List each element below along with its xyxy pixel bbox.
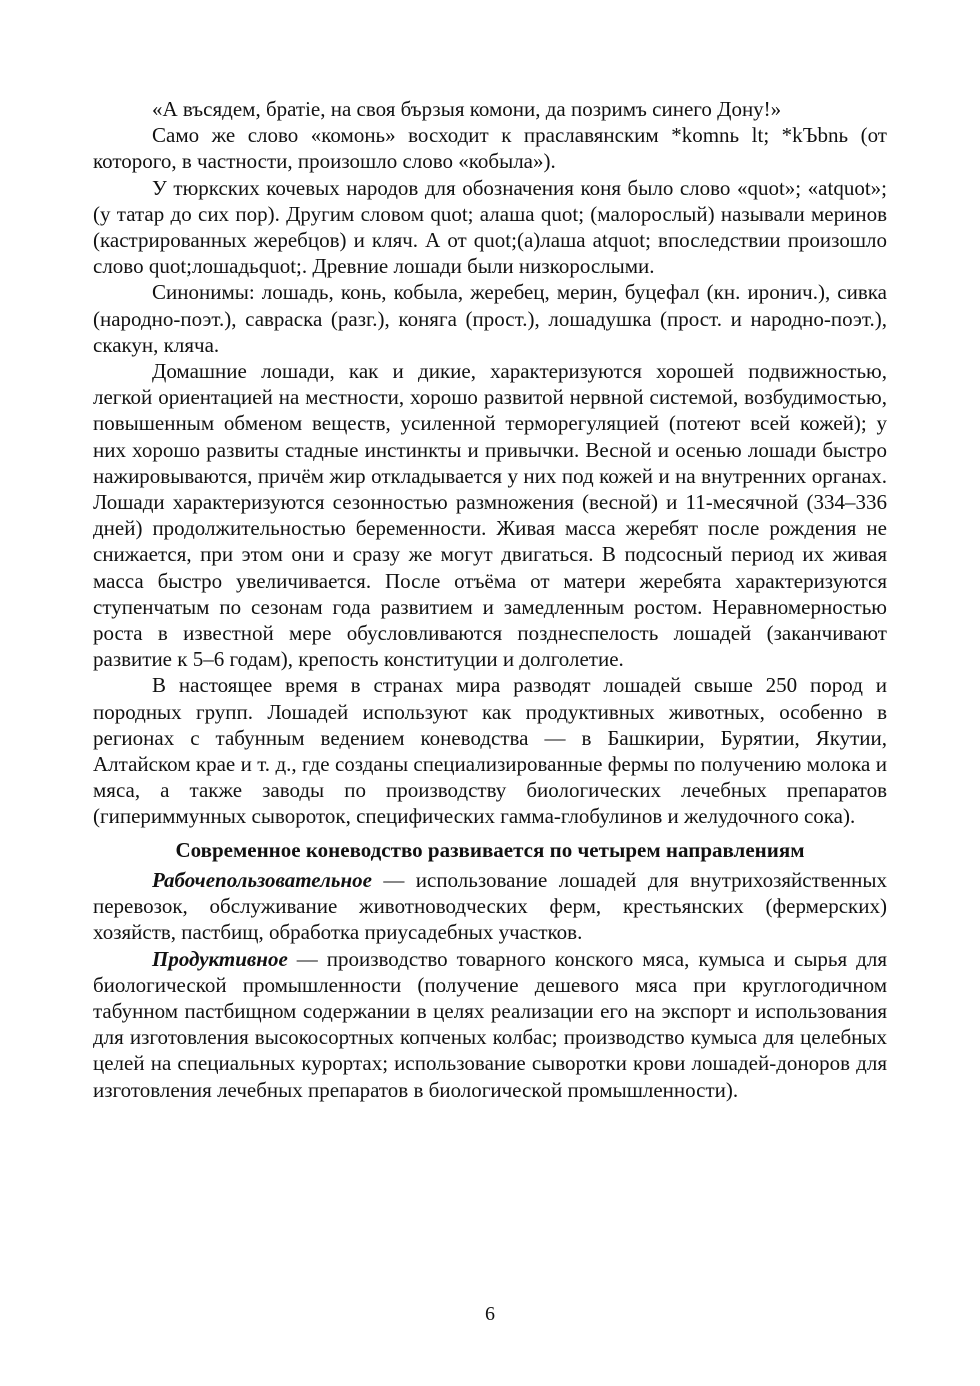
breeds-paragraph: В настоящее время в странах мира разводят лошадей свыше 250 пород и породных групп. Лошадей используют как продуктивных животных, особенно в регионах с табунным ведением коневодства — в Башкирии, Бурятии, Якутии, Алтайском крае и т. д., где созданы специализированные фермы по получению молока и мяса, а также заводы по производству биологических лечебных препаратов (гипериммунных сывороток, специфических гамма-глобулинов и желудочного сока). <box>93 673 887 829</box>
direction-description: — производство товарного конского мяса, кумыса и сырья для биологической промышленности (получение дешевого мяса при круглогодичном табунном пастбищном содержании в целях реализации его на экспорт и использования для изготовления высокосортных копченых колбас; производство кумыса для целебных целей на специальных курортах; использование сыворотки крови лошадей-доноров для изготовления лечебных препаратов в биологической промышленности). <box>93 946 887 1102</box>
etymology-paragraph: Само же слово «комонь» восходит к праславянским *komnь lt; *kЪbnь (от которого, в частности, произошло слово «кобыла»). <box>93 123 887 174</box>
section-heading: Современное коневодство развивается по четырем направлениям <box>175 837 805 862</box>
direction-working-paragraph <box>93 867 887 946</box>
page-number: 6 <box>485 1303 495 1325</box>
domestic-horses-paragraph: Домашние лошади, как и дикие, характеризуются хорошей подвижностью, легкой ориентацией на местности, хорошо развитой нервной системой, возбудимостью, повышенным обменом веществ, усиленной терморегуляцией (потеют всей кожей); у них хорошо развиты стадные инстинкты и привычки. Весной и осенью лошади быстро нажировываются, причём жир откладывается у них под кожей и на внутренних органах. Лошади характеризуются сезонностью размножения (весной) и 11-месячной (334–336 дней) продолжительностью беременности. Живая масса жеребят после рождения не снижается, при этом они и сразу же могут двигаться. В подсосный период их живая масса быстро увеличивается. После отъёма от матери жеребята характеризуются ступенчатым по сезонам года развитием и замедленным ростом. Неравномерностью роста в известной мере обусловливаются позднеспелость лошадей (заканчивают развитие к 5–6 годам), крепость конституции и долголетие. <box>93 359 887 672</box>
direction-description: — использование лошадей для внутрихозяйственных перевозок, обслуживание животноводческих ферм, крестьянских (фермерских) хозяйств, пастбищ, обработка приусадебных участков. <box>93 867 887 945</box>
synonyms-paragraph: Синонимы: лошадь, конь, кобыла, жеребец, мерин, буцефал (кн. иронич.), сивка (народно-поэт.), савраска (разг.), коняга (прост.), лошадушка (прост. и народно-поэт.), скакун, кляча. <box>93 280 887 357</box>
direction-term: Рабочепользовательное <box>152 867 372 892</box>
direction-term: Продуктивное <box>152 946 288 971</box>
quote-paragraph: «А въсядем, братіе, на своя бързыя комони, да позримъ синего Дону!» <box>152 97 782 121</box>
direction-productive-paragraph <box>93 946 887 1103</box>
turkic-paragraph: У тюркских кочевых народов для обозначения коня было слово «quot»; «atquot»; (у татар до сих пор). Другим словом quot; алаша quot; (малорослый) называли меринов (кастрированных жеребцов) и кляч. А от quot;(а)лаша atquot; впоследствии произошло слово quot;лошадьquot;. Древние лошади были низкорослыми. <box>93 175 887 279</box>
page-body <box>93 96 887 1103</box>
